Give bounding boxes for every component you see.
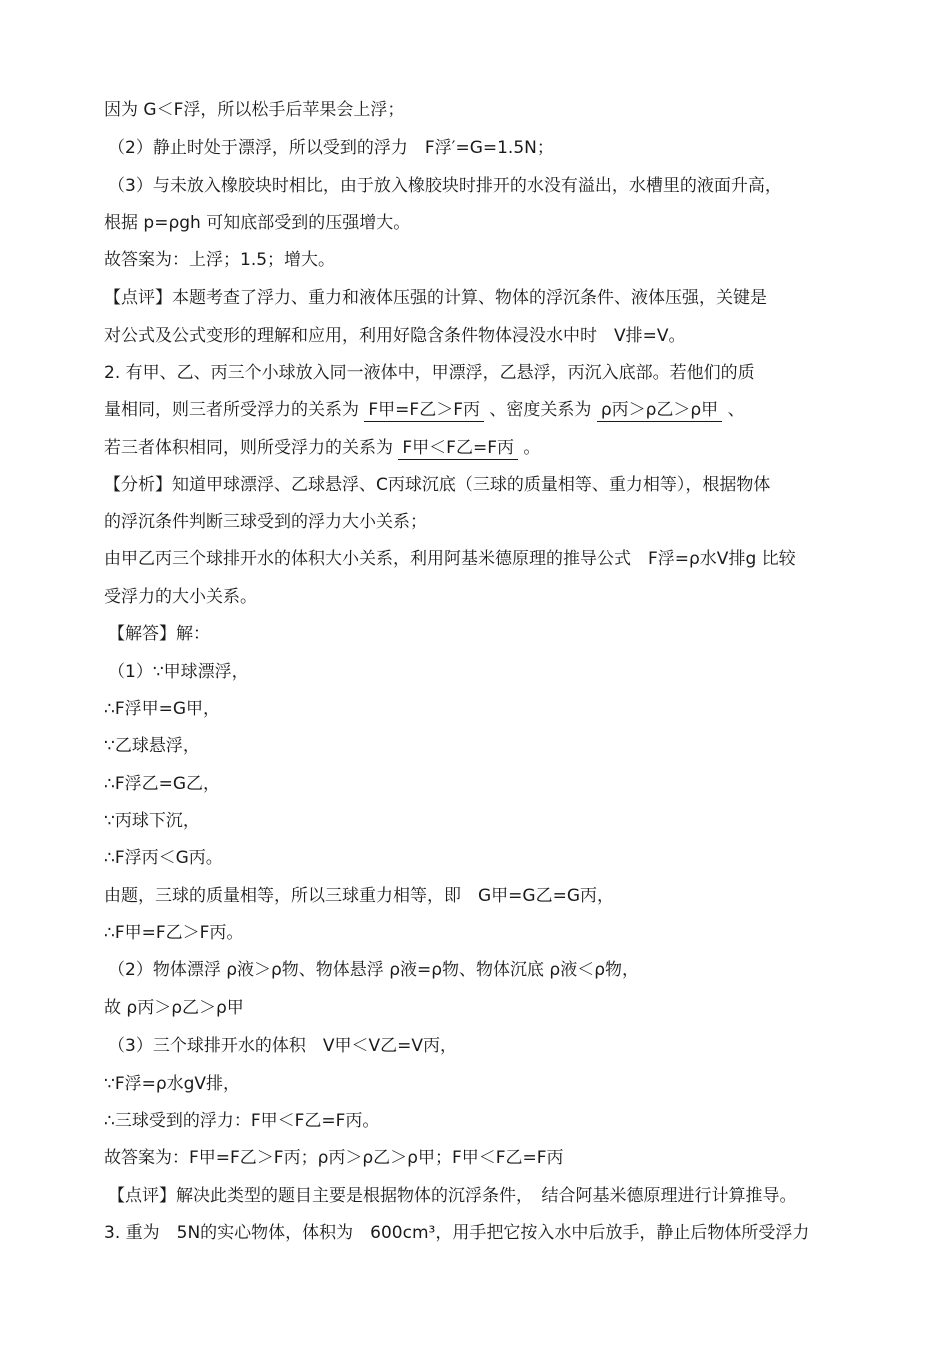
answer-blank-volume: F甲＜F乙=F丙 (398, 437, 518, 460)
text: 。 (523, 438, 541, 458)
text-line: 故答案为：F甲=F乙＞F丙；ρ丙＞ρ乙＞ρ甲；F甲＜F乙=F丙 (104, 1148, 564, 1168)
text-line: ∴F浮乙=G乙， (104, 774, 221, 794)
question-2-blanks-line-2 (104, 436, 854, 460)
text-line: ∵F浮=ρ水gV排， (104, 1074, 241, 1094)
text-line: （1）∵甲球漂浮， (108, 662, 249, 682)
text-line: 故答案为：上浮；1.5；增大。 (104, 250, 336, 270)
answer-blank-density: ρ丙＞ρ乙＞ρ甲 (597, 399, 722, 422)
text-line: ∴F浮丙＜G丙。 (104, 848, 223, 868)
text-line: （2）物体漂浮 ρ液＞ρ物、物体悬浮 ρ液=ρ物、物体沉底 ρ液＜ρ物， (108, 960, 640, 980)
text-line: 由题，三球的质量相等，所以三球重力相等，即 G甲=G乙=G丙， (104, 886, 615, 906)
text-line: 由甲乙丙三个球排开水的体积大小关系，利用阿基米德原理的推导公式 F浮=ρ水V排g 比较 (104, 549, 796, 569)
text-line: 故 ρ丙＞ρ乙＞ρ甲 (104, 998, 244, 1018)
text: 、密度关系为 (489, 400, 592, 420)
question-3: 3. 重为 5N的实心物体，体积为 600cm³，用手把它按入水中后放手，静止后物体所受浮力 (104, 1223, 810, 1243)
text: 量相同，则三者所受浮力的关系为 (104, 400, 359, 420)
text-line: 【点评】本题考查了浮力、重力和液体压强的计算、物体的浮沉条件、液体压强，关键是 (104, 288, 767, 308)
text-line: 对公式及公式变形的理解和应用，利用好隐含条件物体浸没水中时 V排=V。 (104, 326, 686, 346)
question-2-blanks-line-1 (104, 398, 854, 422)
text: 、 (727, 400, 745, 420)
text-line: 【解答】解： (108, 624, 210, 644)
text-line: ∵乙球悬浮， (104, 736, 200, 756)
answer-blank-buoyancy: F甲=F乙＞F丙 (364, 399, 484, 422)
text-line: 因为 G＜F浮，所以松手后苹果会上浮； (104, 100, 405, 120)
text-line: 【分析】知道甲球漂浮、乙球悬浮、C丙球沉底（三球的质量相等、重力相等），根据物体 (104, 475, 771, 495)
text-line: 受浮力的大小关系。 (104, 587, 257, 607)
text-line: （3）与未放入橡胶块时相比，由于放入橡胶块时排开的水没有溢出，水槽里的液面升高， (108, 176, 782, 196)
text-line: 的浮沉条件判断三球受到的浮力大小关系； (104, 512, 427, 532)
question-2: 2. 有甲、乙、丙三个小球放入同一液体中，甲漂浮，乙悬浮，丙沉入底部。若他们的质 (104, 363, 755, 383)
text-line: ∴F浮甲=G甲， (104, 699, 221, 719)
text-line: ∴F甲=F乙＞F丙。 (104, 923, 244, 943)
text-line: ∴三球受到的浮力：F甲＜F乙=F丙。 (104, 1111, 380, 1131)
text: 若三者体积相同，则所受浮力的关系为 (104, 438, 393, 458)
text-line: 【点评】解决此类型的题目主要是根据物体的沉浮条件， 结合阿基米德原理进行计算推导。 (108, 1186, 797, 1206)
text-line: （2）静止时处于漂浮，所以受到的浮力 F浮′=G=1.5N； (108, 138, 554, 158)
text-line: （3）三个球排开水的体积 V甲＜V乙=V丙， (108, 1036, 457, 1056)
text-line: 根据 p=ρgh 可知底部受到的压强增大。 (104, 213, 411, 233)
text-line: ∵丙球下沉， (104, 811, 200, 831)
